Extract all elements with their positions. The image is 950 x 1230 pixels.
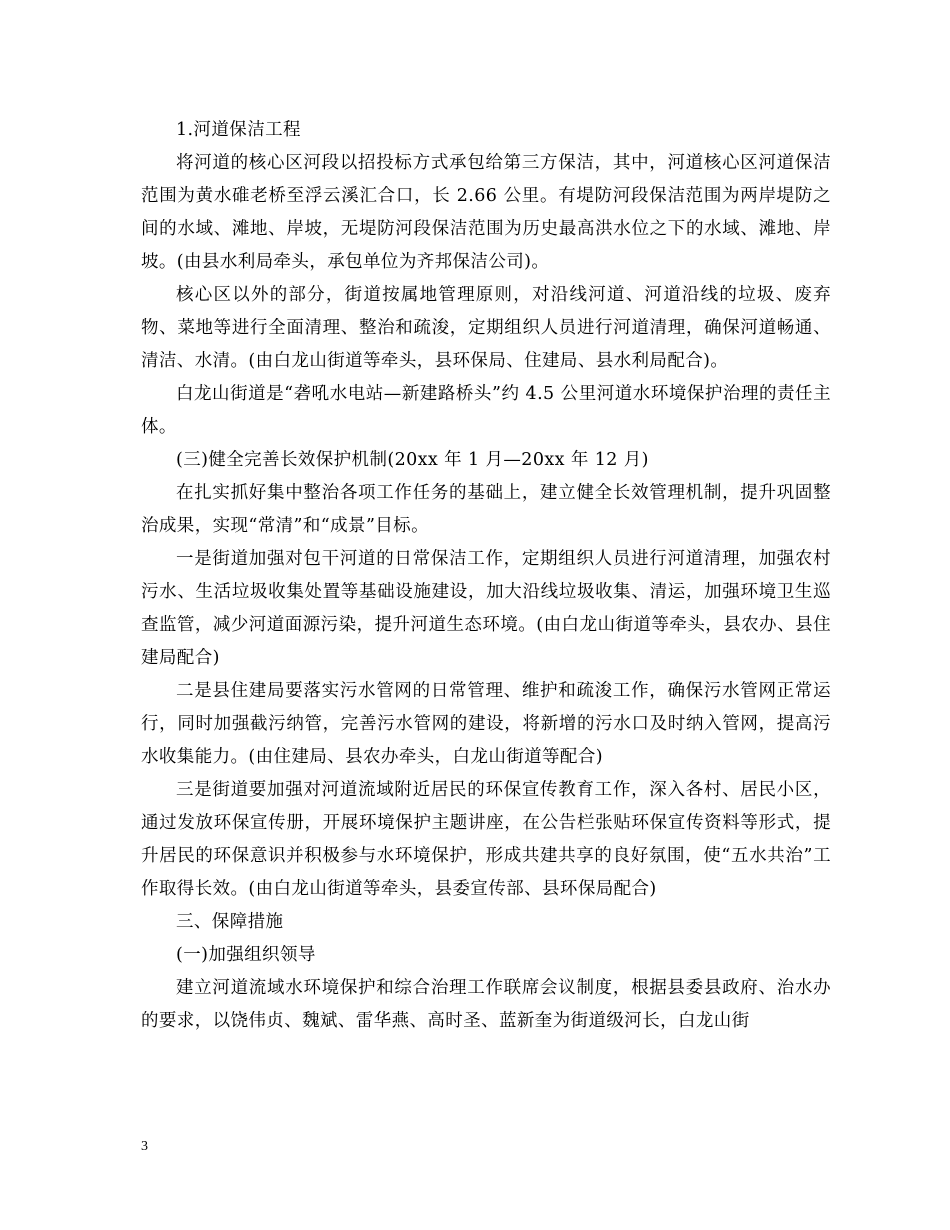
paragraph-joint-meeting-system: 建立河道流域水环境保护和综合治理工作联席会议制度，根据县委县政府、治水办的要求，以饶伟贞、魏斌、雷华燕、高时圣、蓝新奎为街道级河长，白龙山街 bbox=[141, 978, 831, 1031]
page-number: 3 bbox=[141, 1139, 148, 1154]
paragraph-heading-safeguards: 三、保障措施 bbox=[176, 912, 284, 932]
paragraph-bailongshan-responsibility: 白龙山街道是“砻吼水电站—新建路桥头”约 4.5 公里河道水环境保护治理的责任主体。 bbox=[141, 384, 831, 437]
paragraph-outside-core-area: 核心区以外的部分，街道按属地管理原则，对沿线河道、河道沿线的垃圾、废弃物、菜地等进行全面清理、整治和疏浚，定期组织人员进行河道清理，确保河道畅通、清洁、水清。(由白龙山街道等牵头，县环保局、住建局、县水利局配合)。 bbox=[141, 285, 831, 371]
paragraph-third-measure: 三是街道要加强对河道流域附近居民的环保宣传教育工作，深入各村、居民小区，通过发放环保宣传册，开展环境保护主题讲座，在公告栏张贴环保宣传资料等形式，提升居民的环保意识并积极参与水环境保护，形成共建共享的良好氛围，使“五水共治”工作取得长效。(由白龙山街道等牵头，县委宣传部、县环保局配合) bbox=[141, 780, 831, 899]
paragraph-heading-river-cleaning: 1.河道保洁工程 bbox=[176, 120, 301, 140]
paragraph-long-term-management: 在扎实抓好集中整治各项工作任务的基础上，建立健全长效管理机制，提升巩固整治成果，实现“常清”和“成景”目标。 bbox=[141, 483, 831, 536]
paragraph-first-measure: 一是街道加强对包干河道的日常保洁工作，定期组织人员进行河道清理，加强农村污水、生活垃圾收集处置等基础设施建设，加大沿线垃圾收集、清运，加强环境卫生巡查监管，减少河道面源污染，提升河道生态环境。(由白龙山街道等牵头，县农办、县住建局配合) bbox=[141, 549, 831, 668]
paragraph-core-area-cleaning: 将河道的核心区河段以招投标方式承包给第三方保洁，其中，河道核心区河道保洁范围为黄水碓老桥至浮云溪汇合口，长 2.66 公里。有堤防河段保洁范围为两岸堤防之间的水域、滩地、岸坡，无堤防河段保洁范围为历史最高洪水位之下的水域、滩地、岸坡。(由县水利局牵头，承包单位为齐邦保洁公司)。 bbox=[141, 153, 831, 272]
paragraph-heading-long-term-mechanism: (三)健全完善长效保护机制(20xx 年 1 月—20xx 年 12 月) bbox=[176, 450, 649, 470]
document-body bbox=[141, 114, 831, 1038]
paragraph-heading-organization: (一)加强组织领导 bbox=[176, 945, 316, 965]
paragraph-second-measure: 二是县住建局要落实污水管网的日常管理、维护和疏浚工作，确保污水管网正常运行，同时加强截污纳管，完善污水管网的建设，将新增的污水口及时纳入管网，提高污水收集能力。(由住建局、县农办牵头，白龙山街道等配合) bbox=[141, 681, 831, 767]
